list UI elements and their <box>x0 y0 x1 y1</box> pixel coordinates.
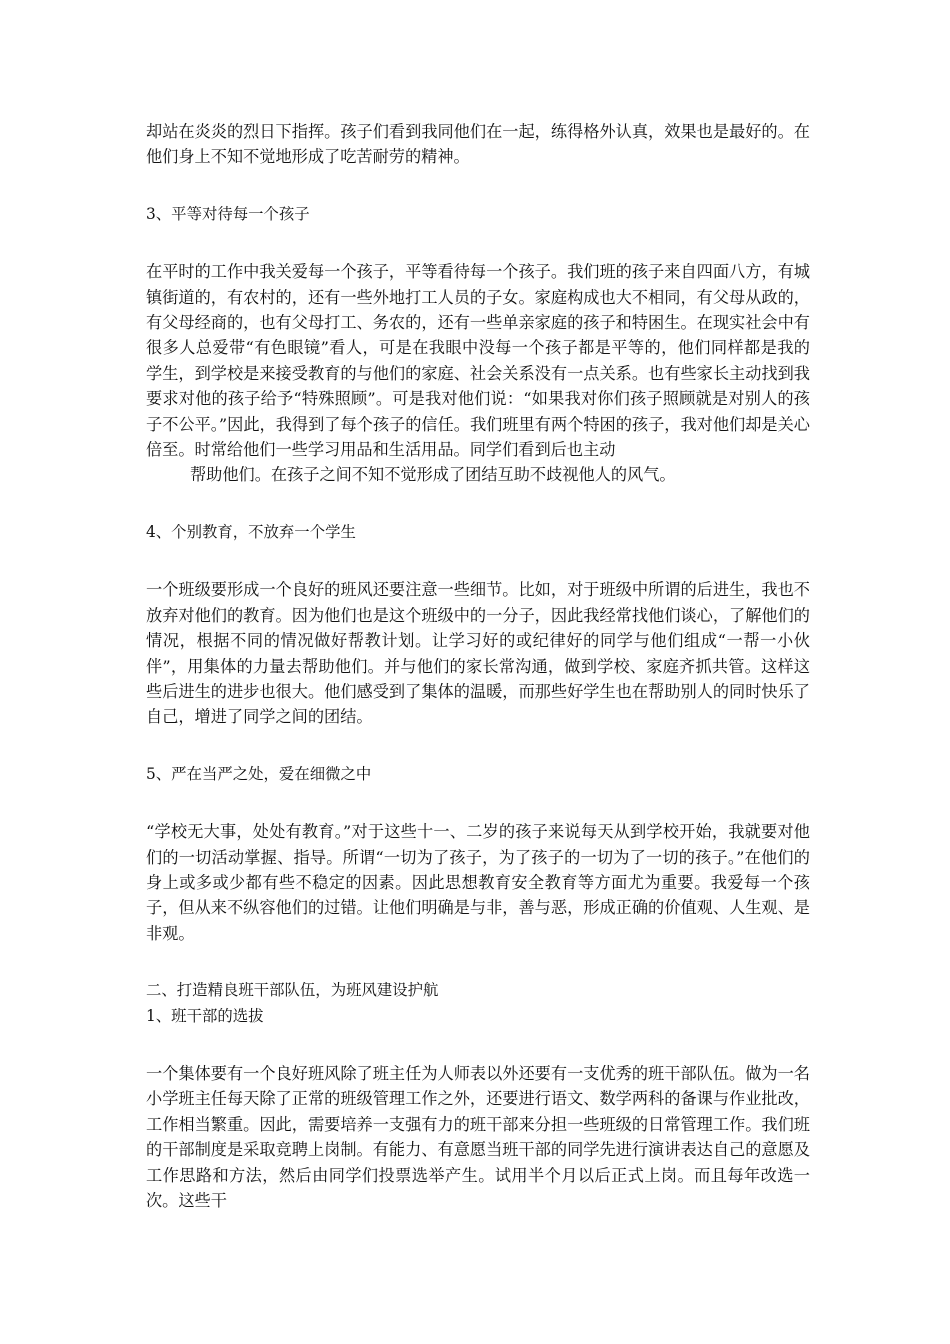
paragraph-equal-treatment-tail: 帮助他们。在孩子之间不知不觉形成了团结互助不歧视他人的风气。 <box>190 465 676 485</box>
paragraph-strict-and-caring: “学校无大事，处处有教育。”对于这些十一、二岁的孩子来说每天从到学校开始，我就要对他们的一切活动掌握、指导。所谓“一切为了孩子，为了孩子的一切为了一切的孩子。”在他们的身上或多或少都有些不稳定的因素。因此思想教育安全教育等方面尤为重要。我爱每一个孩子，但从来不纵容他们的过错。让他们明确是与非，善与恶，形成正确的价值观、人生观、是非观。 <box>146 822 810 943</box>
paragraph-intro: 却站在炎炎的烈日下指挥。孩子们看到我同他们在一起，练得格外认真，效果也是最好的。在他们身上不知不觉地形成了吃苦耐劳的精神。 <box>146 122 810 167</box>
paragraph-individual-education: 一个班级要形成一个良好的班风还要注意一些细节。比如，对于班级中所谓的后进生，我也不放弃对他们的教育。因为他们也是这个班级中的一分子，因此我经常找他们谈心，了解他们的情况，根据不同的情况做好帮教计划。让学习好的或纪律好的同学与他们组成“一帮一小伙伴”，用集体的力量去帮助他们。并与他们的家长常沟通，做到学校、家庭齐抓共管。这样这些后进生的进步也很大。他们感受到了集体的温暖，而那些好学生也在帮助别人的同时快乐了自己，增进了同学之间的团结。 <box>146 580 810 727</box>
paragraph-class-cadre-selection: 一个集体要有一个良好班风除了班主任为人师表以外还要有一支优秀的班干部队伍。做为一名小学班主任每天除了正常的班级管理工作之外，还要进行语文、数学两科的备课与作业批改，工作相当繁重。因此，需要培养一支强有力的班干部来分担一些班级的日常管理工作。我们班的干部制度是采取竞聘上岗制。有能力、有意愿当班干部的同学先进行演讲表达自己的意愿及工作思路和方法，然后由同学们投票选举产生。试用半个月以后正式上岗。而且每年改选一次。这些干 <box>146 1063 810 1210</box>
section-heading-4: 4、个别教育，不放弃一个学生 <box>146 522 356 541</box>
document-page <box>146 119 810 1213</box>
section-heading-5: 5、严在当严之处，爱在细微之中 <box>146 764 372 783</box>
section-heading-2-1: 1、班干部的选拔 <box>146 1006 264 1025</box>
paragraph-equal-treatment: 在平时的工作中我关爱每一个孩子，平等看待每一个孩子。我们班的孩子来自四面八方，有城镇街道的，有农村的，还有一些外地打工人员的子女。家庭构成也大不相同，有父母从政的，有父母经商的，也有父母打工、务农的，还有一些单亲家庭的孩子和特困生。在现实社会中有很多人总爱带“有色眼镜”看人，可是在我眼中没每一个孩子都是平等的，他们同样都是我的学生，到学校是来接受教育的与他们的家庭、社会关系没有一点关系。也有些家长主动找到我要求对他的孩子给予“特殊照顾”。可是我对他们说：“如果我对你们孩子照顾就是对别人的孩子不公平。”因此，我得到了每个孩子的信任。我们班里有两个特困的孩子，我对他们却是关心倍至。时常给他们一些学习用品和生活用品。同学们看到后也主动 <box>146 262 810 460</box>
section-heading-3: 3、平等对待每一个孩子 <box>146 204 310 223</box>
part-heading-2: 二、打造精良班干部队伍，为班风建设护航 <box>146 981 439 1000</box>
